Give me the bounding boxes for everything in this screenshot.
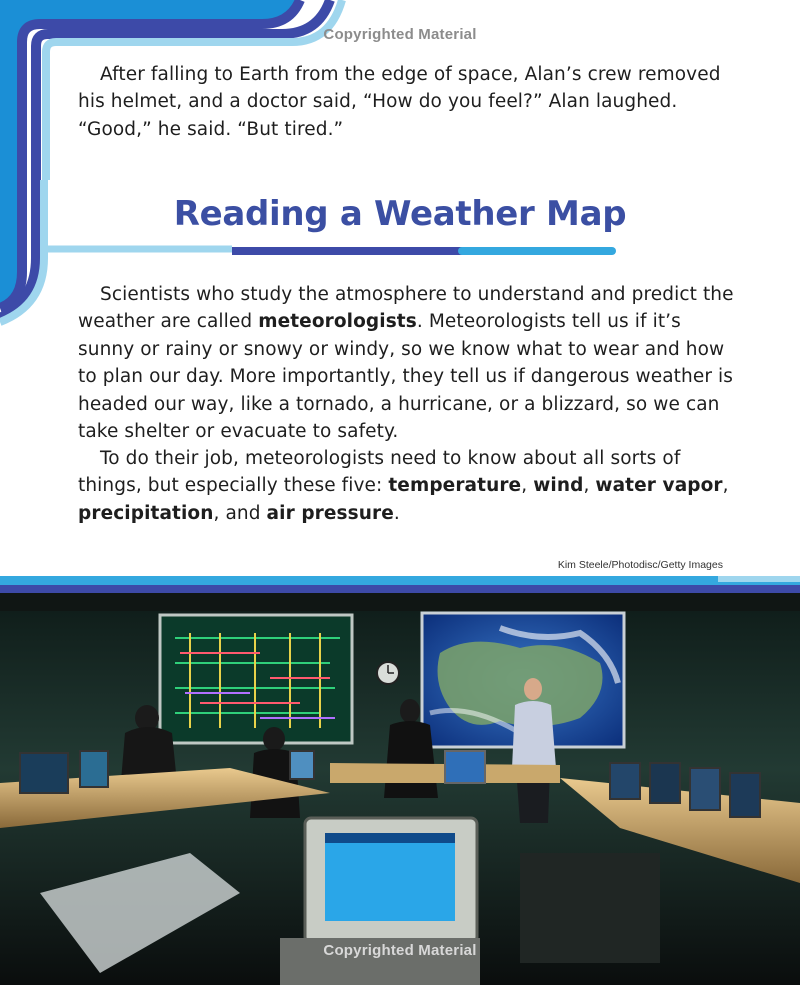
intro-paragraph: After falling to Earth from the edge of space, Alan’s crew removed his helmet, and a doctor said, “How do you feel?” Alan laughed. “Good,” he said. “But tired.” (78, 64, 721, 140)
photo-credit: Kim Steele/Photodisc/Getty Images (557, 559, 723, 571)
term-meteorologists: meteorologists (258, 311, 417, 333)
term-water-vapor: water vapor (595, 475, 723, 497)
body-paragraph-2: To do their job, meteorologists need to know about all sorts of things, but especially these five: temperature, wind, water vapor, precipitation, and air pressure. (78, 448, 729, 524)
term-precipitation: precipitation (78, 502, 214, 524)
section-heading: Reading a Weather Map (173, 194, 627, 234)
body-paragraph-1: Scientists who study the atmosphere to understand and predict the weather are called meteorologists. Meteorologists tell us if it’s sunny or rainy or snowy or windy, so we know what to wear and how to plan our day. More importantly, they tell us if dangerous weather is headed our way, like a tornado, a hurricane, or a blizzard, so we can take shelter or evacuate to safety. (78, 284, 734, 443)
term-air-pressure: air pressure (266, 502, 394, 524)
term-wind: wind (533, 475, 584, 497)
weather-control-room-photo (0, 593, 800, 985)
copyright-watermark-bottom: Copyrighted Material (323, 942, 477, 959)
term-temperature: temperature (388, 475, 522, 497)
copyright-watermark: Copyrighted Material (323, 26, 477, 43)
